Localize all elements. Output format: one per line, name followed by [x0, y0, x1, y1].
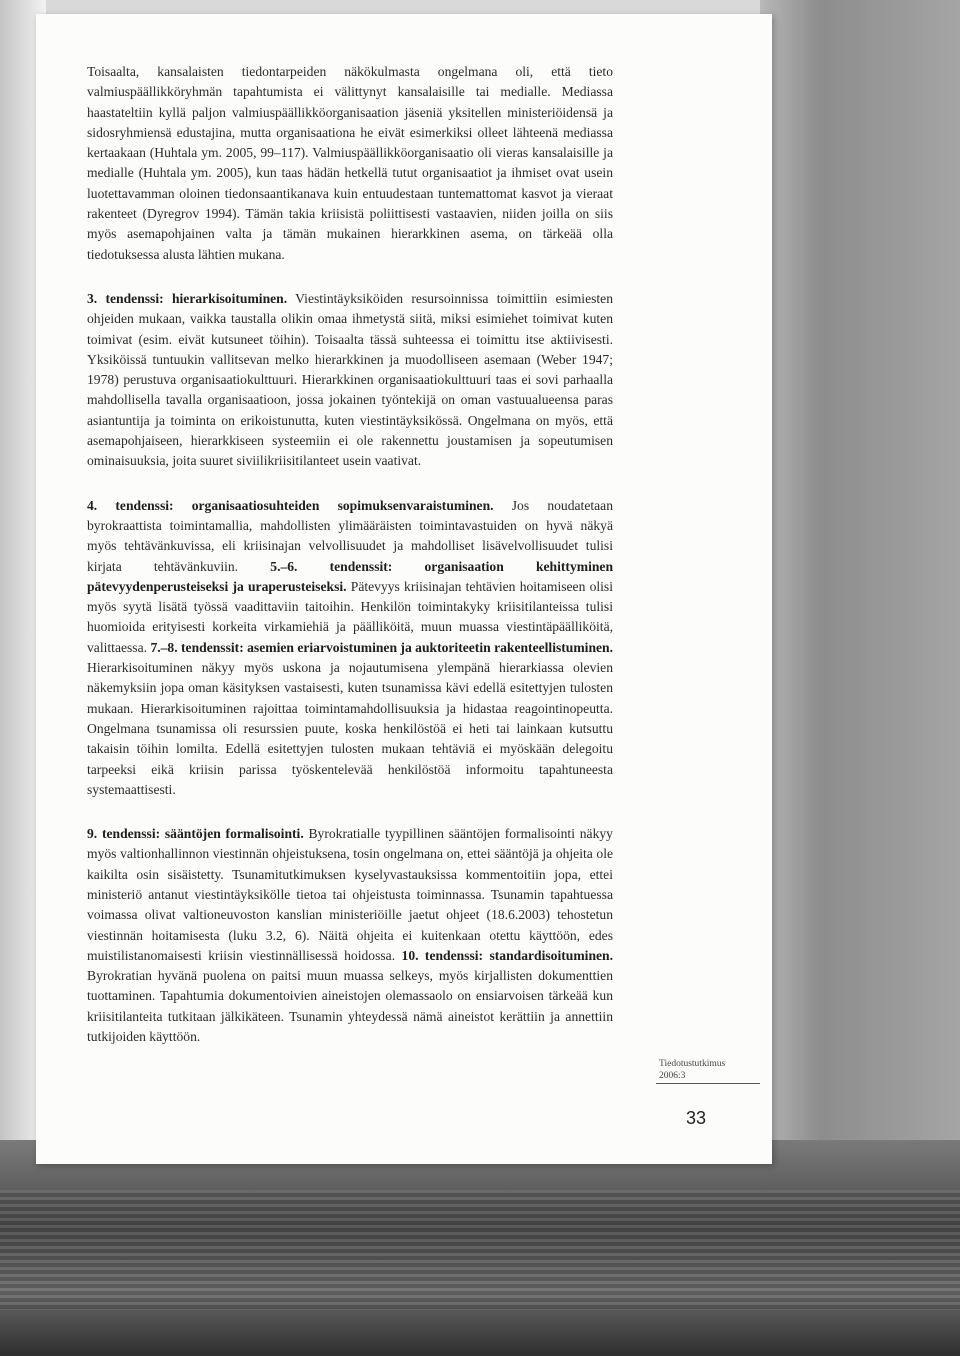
- journal-name: Tiedotustutkimus: [659, 1059, 726, 1069]
- tendency-heading: 10. tendenssi: standardisoituminen.: [401, 947, 613, 963]
- paragraph-4: 9. tendenssi: sääntöjen formalisointi. Byrokratialle tyypillinen sääntöjen formalisointi näkyy myös valtionhallinnon viestinnän ohjeistuksena, tosin ongelmana on, ettei sääntöjä ja ohjeita ole kaikilta osin sisäistetty. Tsunamitutkimuksen kyselyvastauksissa kommentoitiin jopa, ettei ministeriö antanut viestintäyksikölle tietoa tai ohjeistusta toiminnassa. Tsunamin tapahtuessa voimassa olivat valtioneuvoston kanslian ministeriöille jaetut ohjeet (18.6.2003) tehostetun viestinnän hoitamisesta (luku 3.2, 6). Näitä ohjeita ei kuitenkaan otettu käyttöön, edes muistilistanomaisesti kriisin viestinnällisessä hoidossa. 10. tendenssi: standardisoituminen. Byrokratian hyvänä puolena on paitsi muun muassa selkeys, myös kirjallisten dokumenttien tuottaminen. Tapahtumia dokumentoivien aineistojen olemassaolo on ensiarvoisen tärkeää kun kriisitilanteita tutkitaan jälkikäteen. Tsunamin yhteydessä nämä aineistot kerättiin ja annettiin tutkijoiden käyttöön.: [87, 826, 613, 1045]
- tendency-heading: 7.–8. tendenssit: asemien eriarvoistuminen ja auktoriteetin rakenteellistuminen.: [150, 639, 614, 655]
- paragraph-2: 3. tendenssi: hierarkisoituminen. Viestintäyksiköiden resursoinnissa toimittiin esimiesten ohjeiden mukaan, vaikka taustalla olikin omaa ihmetystä siitä, miksi esimiehet toimivat kuten toimivat (esim. eivät kutsuneet töihin). Toisaalta tässä suhteessa ei toimittu itse aktiivisesti. Yksiköissä tuntuukin vallitsevan melko hierarkkinen ja muodolliseen asemaan (Weber 1947; 1978) perustuva organisaatiokulttuuri. Hierarkkinen organisaatiokulttuuri taas ei sovi parhaalla mahdollisella tavalla organisaatioon, jossa jokainen työntekijä on oman vastuualueensa paras asiantuntija ja toiminta on erikoistunutta, kuten viestintäyksikössä. Ongelmana on myös, että asemapohjaiseen, hierarkkiseen systeemiin ei ole rakennettu joustamisen ja sopeutumisen ominaisuuksia, joita suuret siviilikriisitilanteet usein vaativat.: [87, 290, 613, 469]
- scan-artifact-stripes: [0, 1190, 960, 1310]
- tendency-heading: 5.–6. tendenssit: organisaation kehittyminen pätevyydenperusteiseksi ja uraperusteiseksi.: [87, 558, 614, 594]
- journal-issue: 2006:3: [659, 1071, 686, 1081]
- tendency-heading: 4. tendenssi: organisaatiosuhteiden sopimuksenvaraistuminen.: [87, 497, 494, 513]
- page-number: 33: [686, 1108, 707, 1128]
- tendency-heading: 9. tendenssi: sääntöjen formalisointi.: [87, 826, 304, 842]
- tendency-heading: 3. tendenssi: hierarkisoituminen.: [87, 290, 288, 306]
- paragraph-1: Toisaalta, kansalaisten tiedontarpeiden näkökulmasta ongelmana oli, että tieto valmiuspäällikköryhmän tapahtumista ei välittynyt kansalaisille tai medialle. Mediassa haastateltiin kyllä paljon valmiuspäällikköorganisaation jäseniä yksitellen ministeriöidensä ja sidosryhmiensä edustajina, mutta organisaationa he eivät esimerkiksi olleet lähteenä mediassa kertaakaan (Huhtala ym. 2005, 99–117). Valmiuspäällikköorganisaatio oli vieras kansalaisille ja medialle (Huhtala ym. 2005), kun taas hädän hetkellä tutut organisaatiot ja ihmiset ovat usein luotettavamman oloinen tiedonsaantikanava kuin entuudestaan tuntemattomat kasvot ja vieraat rakenteet (Dyregrov 1994). Tämän takia kriisistä poliittisesti vastaavien, niiden joilla on siis myös asemapohjainen valta ja tämän mukainen hierarkkinen asema, on tärkeää olla tiedotuksessa alusta lähtien mukana.: [87, 64, 613, 262]
- paragraph-3: 4. tendenssi: organisaatiosuhteiden sopimuksenvaraistuminen. Jos noudatetaan byrokraattista toimintamallia, mahdollisten ylimääräisten toimintavastuiden on hyvä näkyä myös tehtävänkuvissa, eli kriisinajan velvollisuudet ja mahdolliset lisävelvollisuudet tulisi kirjata tehtävänkuviin. 5.–6. tendenssit: organisaation kehittyminen pätevyydenperusteiseksi ja uraperusteiseksi. Pätevyys kriisinajan tehtävien hoitamiseen olisi myös syytä lisätä työssä vaadittaviin taitoihin. Henkilön toimintakyky kriisitilanteissa tulisi huomioida erityisesti korkeita virkamiehiä ja päälliköitä, muun muassa viestintäpäälliköitä, valittaessa. 7.–8. tendenssit: asemien eriarvoistuminen ja auktoriteetin rakenteellistuminen. Hierarkisoituminen näkyy myös uskona ja nojautumisena ylempänä hierarkiassa olevien näkemyksiin jopa oman käsityksen vastaisesti, kuten tsunamissa kävi edellä esitettyjen tulosten mukaan. Hierarkisoituminen rajoittaa toimintamahdollisuuksia ja hidastaa reagointinopeutta. Ongelmana tsunamissa oli resurssien puute, koska henkilöstöä ei heti tai lainkaan kutsuttu takaisin töihin lomilta. Edellä esitettyjen tulosten mukaan tehtäviä ei myöskään delegoitu tarpeeksi eikä kriisin parissa työskentelevää henkilöstöä informoitu tapahtuneesta systemaattisesti.: [87, 497, 614, 797]
- body-text: [87, 62, 613, 1047]
- journal-rule: [656, 1083, 760, 1084]
- journal-label: [659, 1058, 759, 1082]
